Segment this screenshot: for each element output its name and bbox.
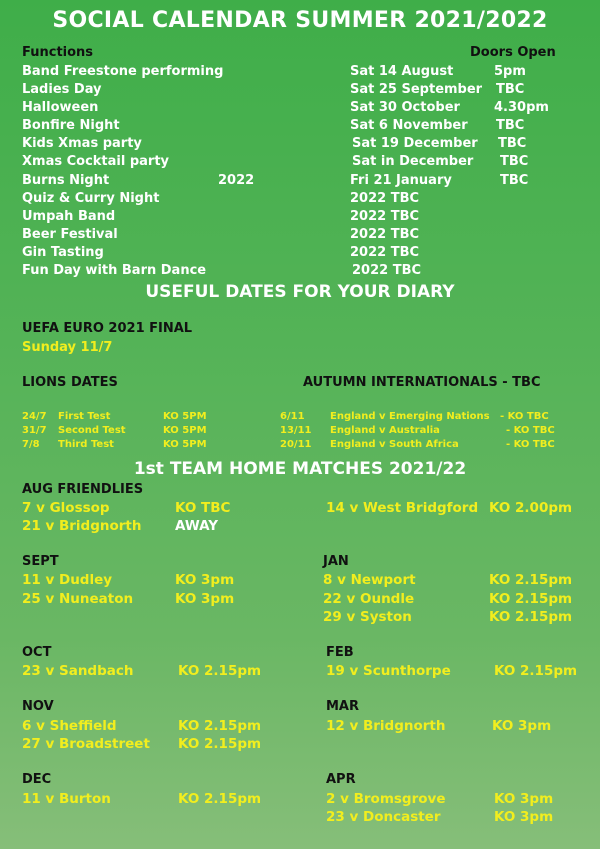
match-ko: AWAY (175, 518, 219, 534)
function-time: TBC (498, 136, 527, 151)
autumn-internationals-title: AUTUMN INTERNATIONALS - TBC (303, 375, 541, 390)
function-date: Fri 21 January (350, 173, 452, 188)
match-team: 25 v Nuneaton (22, 591, 134, 607)
match-team: 14 v West Bridgford (326, 500, 479, 516)
lions-match: First Test (58, 411, 111, 422)
lions-ko: KO 5PM (163, 425, 207, 436)
function-date: Sat 19 December (352, 136, 478, 151)
function-date: 2022 TBC (350, 227, 420, 242)
match-ko: KO 2.15pm (178, 736, 262, 752)
match-ko: KO TBC (175, 500, 231, 516)
autumn-ko: - KO TBC (506, 439, 555, 450)
match-ko: KO 2.15pm (489, 572, 573, 588)
function-date: 2022 TBC (350, 191, 420, 206)
match-ko: KO 3pm (494, 809, 554, 825)
month-sept-title: SEPT (22, 554, 59, 569)
match-ko: KO 2.00pm (489, 500, 573, 516)
function-date: 2022 TBC (350, 245, 420, 260)
match-team: 23 v Sandbach (22, 663, 134, 679)
home-matches-title: 1st TEAM HOME MATCHES 2021/22 (133, 459, 467, 479)
match-ko: KO 3pm (492, 718, 552, 734)
month-nov-title: NOV (22, 699, 54, 714)
page-title: SOCIAL CALENDAR SUMMER 2021/2022 (52, 8, 548, 33)
function-name: Umpah Band (22, 209, 116, 224)
function-time: 5pm (494, 64, 526, 79)
match-team: 23 v Doncaster (326, 809, 441, 825)
aug-friendlies-title: AUG FRIENDLIES (22, 482, 144, 497)
function-time: TBC (500, 154, 529, 169)
function-name: Beer Festival (22, 227, 118, 242)
lions-date: 24/7 (22, 411, 47, 422)
match-team: 11 v Dudley (22, 572, 113, 588)
function-name: Kids Xmas party (22, 136, 142, 151)
lions-ko: KO 5PM (163, 439, 207, 450)
lions-match: Second Test (58, 425, 126, 436)
function-time: TBC (496, 118, 525, 133)
function-time: 4.30pm (494, 100, 549, 115)
function-name: Gin Tasting (22, 245, 104, 260)
lions-ko: KO 5PM (163, 411, 207, 422)
autumn-match: England v Emerging Nations (330, 411, 490, 422)
match-team: 19 v Scunthorpe (326, 663, 451, 679)
function-name: Fun Day with Barn Dance (22, 263, 207, 278)
month-oct-title: OCT (22, 645, 52, 660)
month-jan-title: JAN (323, 554, 349, 569)
function-time: TBC (500, 173, 529, 188)
match-ko: KO 2.15pm (494, 663, 578, 679)
function-name: Band Freestone performing (22, 64, 224, 79)
function-date: Sat 30 October (350, 100, 460, 115)
month-apr-title: APR (326, 772, 356, 787)
autumn-match: England v Australia (330, 425, 440, 436)
doors-open-header: Doors Open (470, 45, 556, 60)
month-mar-title: MAR (326, 699, 360, 714)
autumn-ko: - KO TBC (500, 411, 549, 422)
function-name: Bonfire Night (22, 118, 120, 133)
lions-match: Third Test (58, 439, 114, 450)
match-team: 8 v Newport (323, 572, 416, 588)
useful-dates-title: USEFUL DATES FOR YOUR DIARY (145, 282, 455, 302)
match-ko: KO 2.15pm (489, 591, 573, 607)
month-dec-title: DEC (22, 772, 52, 787)
match-team: 22 v Oundle (323, 591, 415, 607)
match-ko: KO 2.15pm (178, 791, 262, 807)
euro-title: UEFA EURO 2021 FINAL (22, 321, 193, 336)
function-name: Quiz & Curry Night (22, 191, 160, 206)
function-name: Halloween (22, 100, 99, 115)
function-date: Sat 14 August (350, 64, 454, 79)
match-team: 11 v Burton (22, 791, 111, 807)
lions-date: 31/7 (22, 425, 47, 436)
match-team: 21 v Bridgnorth (22, 518, 142, 534)
month-feb-title: FEB (326, 645, 354, 660)
function-year: 2022 (218, 173, 255, 188)
match-ko: KO 2.15pm (178, 718, 262, 734)
function-name: Ladies Day (22, 82, 102, 97)
autumn-date: 20/11 (280, 439, 312, 450)
function-name: Xmas Cocktail party (22, 154, 170, 169)
function-date: Sat 25 September (350, 82, 483, 97)
function-date: Sat 6 November (350, 118, 468, 133)
autumn-match: England v South Africa (330, 439, 459, 450)
euro-date: Sunday 11/7 (22, 340, 113, 355)
lions-date: 7/8 (22, 439, 40, 450)
match-ko: KO 3pm (494, 791, 554, 807)
match-ko: KO 2.15pm (178, 663, 262, 679)
functions-header: Functions (22, 45, 94, 60)
match-ko: KO 3pm (175, 572, 235, 588)
function-time: TBC (496, 82, 525, 97)
function-name: Burns Night (22, 173, 110, 188)
match-ko: KO 2.15pm (489, 609, 573, 625)
match-team: 7 v Glossop (22, 500, 110, 516)
function-date: 2022 TBC (350, 209, 420, 224)
match-team: 2 v Bromsgrove (326, 791, 446, 807)
match-team: 12 v Bridgnorth (326, 718, 446, 734)
match-team: 6 v Sheffield (22, 718, 117, 734)
match-team: 27 v Broadstreet (22, 736, 150, 752)
match-team: 29 v Syston (323, 609, 412, 625)
autumn-ko: - KO TBC (506, 425, 555, 436)
autumn-date: 13/11 (280, 425, 312, 436)
autumn-date: 6/11 (280, 411, 305, 422)
function-date: Sat in December (352, 154, 474, 169)
match-ko: KO 3pm (175, 591, 235, 607)
function-date: 2022 TBC (352, 263, 422, 278)
lions-title: LIONS DATES (22, 375, 118, 390)
